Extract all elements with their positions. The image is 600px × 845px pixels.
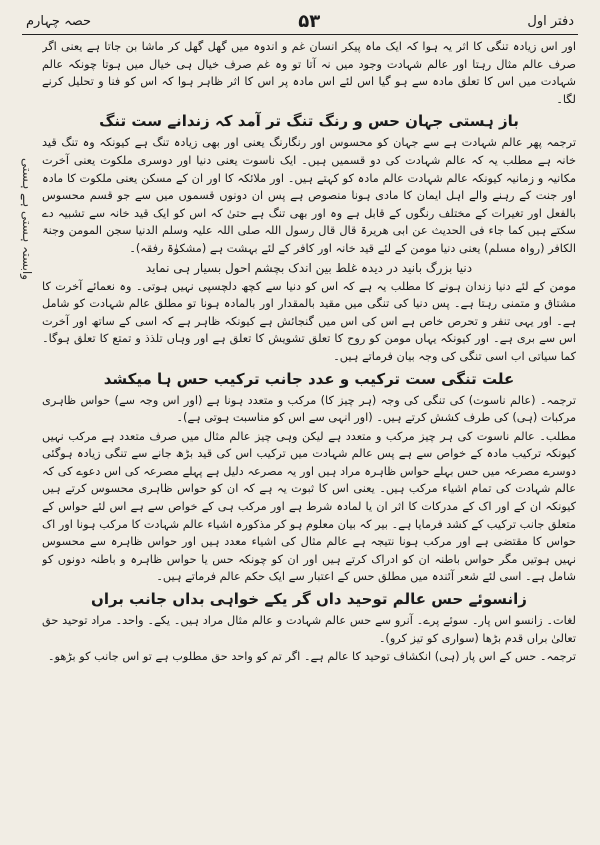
verse-heading-3: زانسوئے حس عالم توحید داں گر یکے خواہی بداں جانب براں	[91, 590, 527, 609]
header-section-title: حصہ چہارم	[26, 13, 91, 29]
paragraph-3: مومن کے لئے دنیا زندان ہونے کا مطلب یہ ہے کہ اس کو دنیا سے کچھ دلچسپی نہیں ہوتی۔ وہ نعمائے آخرت کا مشتاق و متمنی رہتا ہے۔ پس دنیا کی تنگی میں مقید بالمقدار اور بالمادہ ہونا تو مطلق عالم شہادت کو شامل ہے۔ اور یہی تنفر و تحرص خاص ہے اس کی اس میں گنجائش ہے کیونکہ ظاہر ہے کہ اسی کے ساتھ اور آخرت اس سے بری ہے۔ اور کیونکہ یہاں مومن کو روح کا تعلق تشویش کا تعلق ہے اور وہاں تلذذ و تمتع کا تعلق ہوگا۔ کما سیاتی اب اسی تنگی کی وجہ بیان فرماتے ہیں۔	[42, 279, 576, 363]
paragraph-2: ترجمہ پھر عالم شہادت ہے سے جہان کو محسوس اور رنگارنگ یعنی اور بھی زیادہ تنگ ہے کیونکہ وہ تنگ قید خانہ ہے مطلب یہ کہ عالم شہادت کی دو قسمیں ہیں۔ ایک ناسوت یعنی دنیا اور دوسری ملکوت یعنی آخرت مکانیہ و زمانیہ کیونکہ عالم شہادت عالم مادہ کو کہتے ہیں۔ اور ملائکہ کا اور ان کے مسکن یعنی ملکوت کا مادہ اور جنت کے رہنے والے اہل ایمان کا مادی ہونا منصوص ہے پس ان دونوں قسموں میں سے جو قسم محسوس بالفعل اور تغیرات کے مختلف رنگوں کے قابل ہے وہ اور بھی تنگ ہے حتیٰ کہ اس کو ایک قید خانہ سے تشبیہ دے سکتے ہیں کما جاء فی الحدیث عن ابی ھریرۃ قال قال رسول اللہ صلی اللہ علیہ وسلم الدنیا سجن المومن وجنۃ الکافر (رواہ مسلم) یعنی دنیا مومن کے لئے قید خانہ اور کافر کے لئے بہشت ہے (مشکوٰۃ رفقہ)۔	[42, 136, 576, 255]
page-body	[42, 38, 576, 837]
margin-handwritten-note: وابستہ ہستی ہے ہستی	[20, 157, 34, 280]
paragraph-4: ترجمہ۔ (عالم ناسوت) کی تنگی کی وجہ (ہر چیز کا) مرکب و متعدد ہونا ہے (اور اس وجہ سے) حواس ظاہری مرکبات (ہی) کی طرف کشش کرتے ہیں۔ (اور انہی سے اس کو مناسبت ہوتی ہے)۔	[42, 393, 576, 425]
header-rule	[22, 34, 578, 35]
paragraph-6: لغات۔ زانسو اس پار۔ سوئے پرے۔ آنرو سے حس عالم شہادت و عالم مثال مراد ہیں۔ یکے۔ واحد۔ مراد توحید حق تعالیٰ براں قدم بڑھا (سواری کو تیز کرو)۔	[42, 614, 576, 645]
paragraph-1: اور اس زیادہ تنگی کا اثر یہ ہوا کہ ایک ماہ پیکر انسان غم و اندوہ میں گھل گھل کر ماشا بن جاتا ہے یعنی اگر صرف عالم مثال رہتا اور عالم شہادت وجود میں نہ آتا تو وہ غم صرف خیال ہی خیال میں ہوتا چونکہ عالم شہادت میں اس کا تعلق مادہ سے ہو گیا اس لئے اس مادہ پر اس کا اثر ظاہر ہوا کہ اس کو فنا و تحلیل کرنے لگا۔	[42, 40, 576, 106]
verse-heading-2: علت تنگی ست ترکیب و عدد جانب ترکیب حس ہا میکشد	[103, 369, 515, 388]
header-book-title: دفتر اول	[527, 13, 574, 29]
page-number: ۵۳	[298, 10, 321, 32]
page-header	[26, 8, 574, 34]
verse-heading-1: باز ہستی جہان حس و رنگ تنگ تر آمد کہ زندانے ست تنگ	[99, 112, 519, 131]
paragraph-5: مطلب۔ عالم ناسوت کی ہر چیز مرکب و متعدد ہے لیکن وہی چیز عالم مثال میں صرف متعدد ہے مرکب نہیں کیونکہ ترکیب مادہ کے خواص سے ہے پس عالم شہادت میں ترکیب اس کی قید بڑھ جانے سے تنگی زیادہ ہوگئی دوسرے مصرعہ میں حس بہلے حواس ظاہرہ مراد ہیں اور یہ مصرعہ دلیل ہے پہلے مصرعہ کی اس دعوے کی کہ عالم شہادت کی تمام اشیاء مرکب ہیں۔ یعنی اس کا ثبوت یہ ہے کہ ان کو حواس ظاہری محسوس کرتے ہیں کیونکہ ان کے اور اک کے مدرکات کا اثر ان یا لمادہ شرط ہے اور مرکب ہی کے خواص سے ہے اس لئے حواس کے متعلق جانب ترکیب کے کشد فرمایا ہے۔ بیر کہ بیان معلوم ہو کر مذکورہ اشیاء عالم شہادت کا مرکب ہونا اور اک حواس کا مقتضی ہے اور مرکب ہونا نتیجہ ہے عالم مثال کی اشیاء معدد ہیں اور حواس ظاہرہ سے محسوس نہیں ہوتیں مگر حواس باطنہ ان کو ادراک کرتے ہیں اور ان کو چونکہ حس یا حواس ظاہرہ و باطنہ دونوں کو شامل ہے۔ اسی لئے شعر آئندہ میں مطلق حس کے اعتبار سے ایک حکم عالم فرماتے ہیں۔	[42, 429, 576, 584]
inline-verse: دنیا بزرگ بانید در دیدہ غلط بین اندک بچشم احول بسیار ہی نماید	[145, 260, 473, 275]
paragraph-7: ترجمہ۔ حس کے اس پار (ہی) انکشاف توحید کا عالم ہے۔ اگر تم کو واحد حق مطلوب ہے تو اس جانب کو بڑھو۔	[47, 650, 576, 664]
